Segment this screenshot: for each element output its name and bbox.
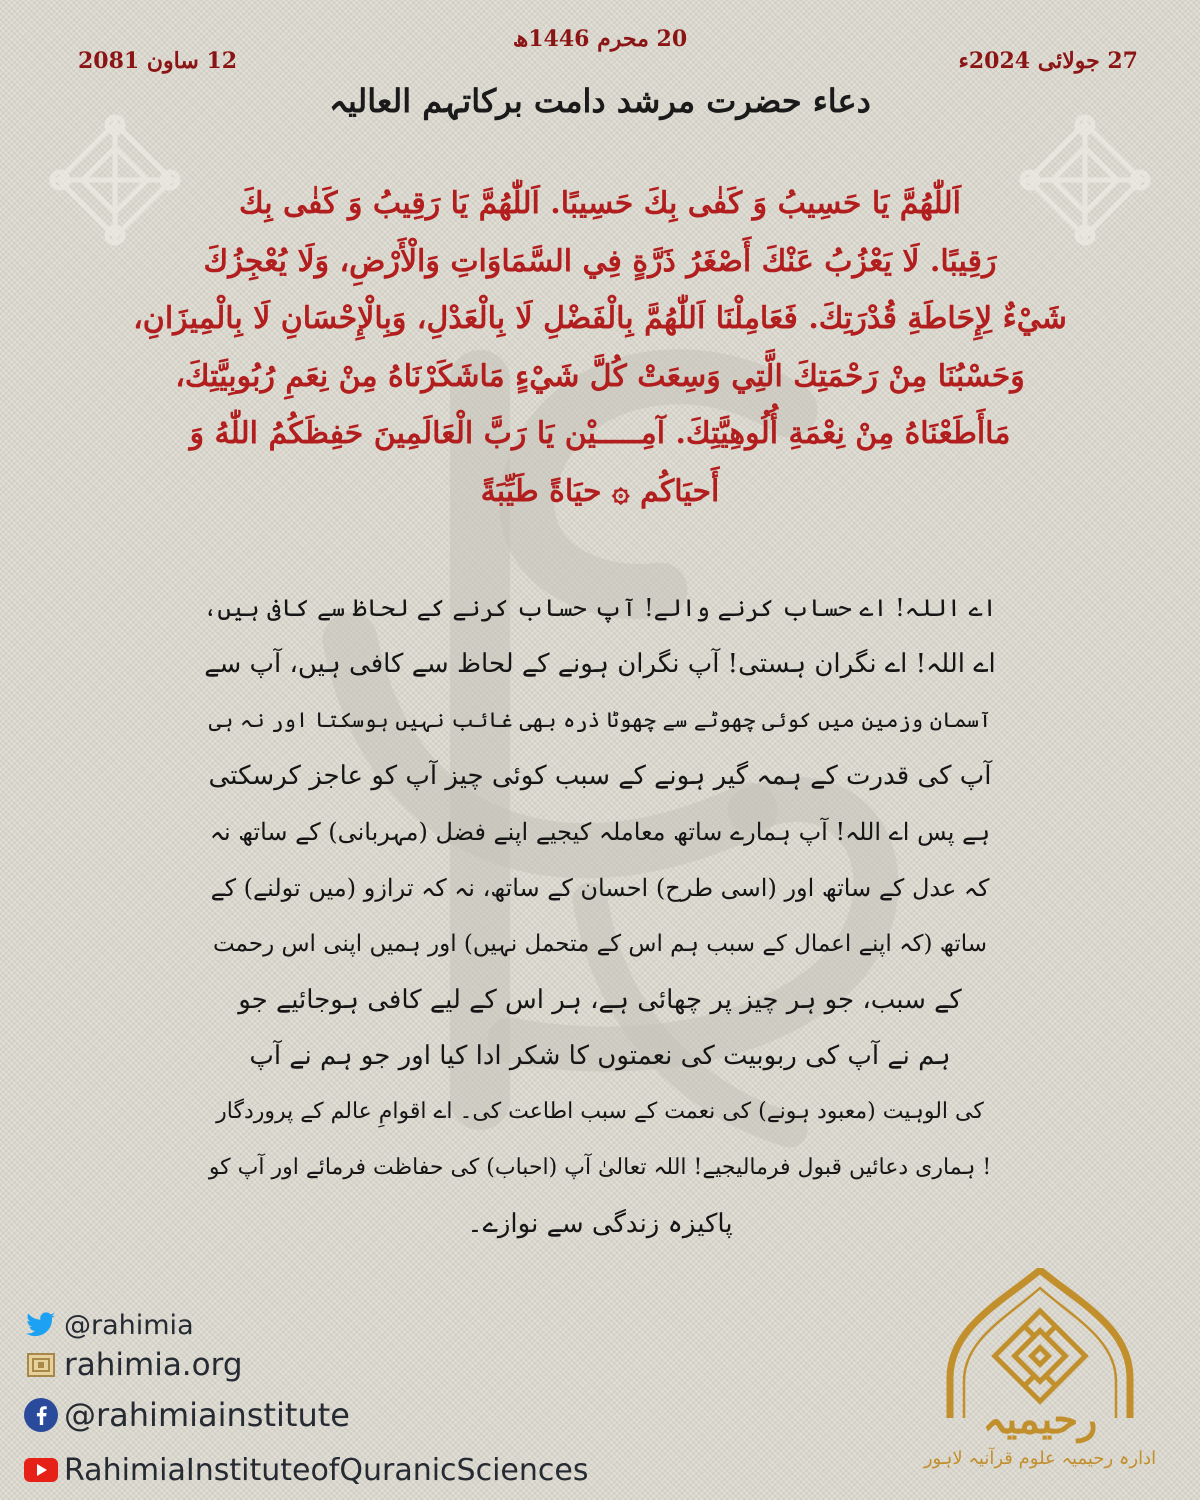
website-icon <box>24 1348 58 1382</box>
facebook-handle: @rahimiainstitute <box>64 1396 350 1434</box>
bikrami-date: 12 ساون 2081 <box>78 48 238 74</box>
urdu-line: ہے پس اے اللہ! آپ ہمارے ساتھ معاملہ کیجیے اپنے فضل (مہربانی) کے ساتھ نہ <box>209 818 991 846</box>
urdu-line: کہ عدل کے ساتھ اور (اسی طرح) احسان کے ساتھ، نہ کہ ترازو (میں تولنے) کے <box>210 874 990 902</box>
facebook-link[interactable] <box>24 1395 350 1435</box>
gregorian-date: 27 جولائی 2024ء <box>958 48 1138 74</box>
arabic-line: اَللّٰهُمَّ يَا حَسِيبُ وَ كَفٰى بِكَ حَسِيبًا. اَللّٰهُمَّ يَا رَقِيبُ وَ كَفٰى بِكَ <box>238 186 962 221</box>
website-link[interactable] <box>24 1345 243 1385</box>
youtube-link[interactable] <box>24 1450 588 1490</box>
twitter-handle: @rahimia <box>64 1309 194 1341</box>
urdu-line: اے اللہ! اے حساب کرنے والے! آپ حساب کرنے کے لحاظ سے کافی ہیں، <box>203 594 997 622</box>
facebook-icon <box>24 1398 58 1432</box>
twitter-icon <box>24 1308 58 1342</box>
website-url: rahimia.org <box>64 1347 243 1383</box>
page-title: دعاء حضرت مرشد دامت برکاتہم العالیہ <box>329 82 871 120</box>
urdu-translation <box>200 580 1000 1252</box>
arabic-line: رَقِيبًا. لَا يَعْزُبُ عَنْكَ أَصْغَرُ ذَرَّةٍ فِي السَّمَاوَاتِ وَالْأَرْضِ، وَلَا يُعْجِزُكَ <box>203 243 997 279</box>
logo-caption: ادارہ رحیمیہ علوم قرآنیہ لاہور <box>923 1448 1157 1469</box>
hijri-date: 20 محرم 1446ھ <box>512 26 688 52</box>
youtube-icon <box>24 1453 58 1487</box>
arabic-line: مَاأَطَعْنَاهُ مِنْ نِعْمَةِ أُلُوهِيَّتِكَ. آمِـــــيْن يَا رَبَّ الْعَالَمِينَ حَفِظَكُمُ اللّٰهُ وَ <box>189 416 1011 451</box>
arabic-line: وَحَسْبُنَا مِنْ رَحْمَتِكَ الَّتِي وَسِعَتْ كُلَّ شَيْءٍ مَاشَكَرْنَاهُ مِنْ نِعَمِ رُبُوبِيَّتِكَ، <box>175 358 1025 394</box>
urdu-line: کی الوہیت (معبود ہونے) کی نعمت کے سبب اطاعت کی۔ اے اقوامِ عالم کے پروردگار <box>216 1099 984 1124</box>
urdu-line: ہم نے آپ کی ربوبیت کی نعمتوں کا شکر ادا کیا اور جو ہم نے آپ <box>249 1041 951 1071</box>
urdu-line: آپ کی قدرت کے ہمہ گیر ہونے کے سبب کوئی چیز آپ کو عاجز کرسکتی <box>208 761 992 791</box>
urdu-line: پاکیزہ زندگی سے نوازے۔ <box>467 1209 733 1239</box>
urdu-line: آسمان وزمین میں کوئی چھوٹے سے چھوٹا ذرہ بھی غائب نہیں ہوسکتا اور نہ ہی <box>208 708 992 732</box>
dua-arabic-text <box>80 175 1120 520</box>
youtube-channel: RahimiaInstituteofQuranicSciences <box>64 1452 589 1488</box>
urdu-line: اے اللہ! اے نگران ہستی! آپ نگران ہونے کے لحاظ سے کافی ہیں، آپ سے <box>204 649 996 679</box>
logo-name: رحیمیہ <box>982 1396 1098 1443</box>
arabic-line: أَحيَاكُم ۞ حيَاةً طَيِّبَةً <box>480 473 720 509</box>
twitter-link[interactable] <box>24 1305 194 1345</box>
urdu-line: ! ہماری دعائیں قبول فرمالیجیے! اللہ تعالیٰ آپ (احباب) کی حفاظت فرمائے اور آپ کو <box>208 1155 992 1180</box>
urdu-line: کے سبب، جو ہر چیز پر چھائی ہے، ہر اس کے لیے کافی ہوجائیے جو <box>238 985 962 1015</box>
arabic-line: شَيْءٌ لِإِحَاطَةِ قُدْرَتِكَ. فَعَامِلْنَا اَللّٰهُمَّ بِالْفَضْلِ لَا بِالْعَدْلِ، وَبِالْإِحْسَانِ لَا بِالْمِيزَانِ، <box>133 301 1067 336</box>
urdu-line: ساتھ (کہ اپنے اعمال کے سبب ہم اس کے متحمل نہیں) اور ہمیں اپنی اس رحمت <box>212 931 988 957</box>
